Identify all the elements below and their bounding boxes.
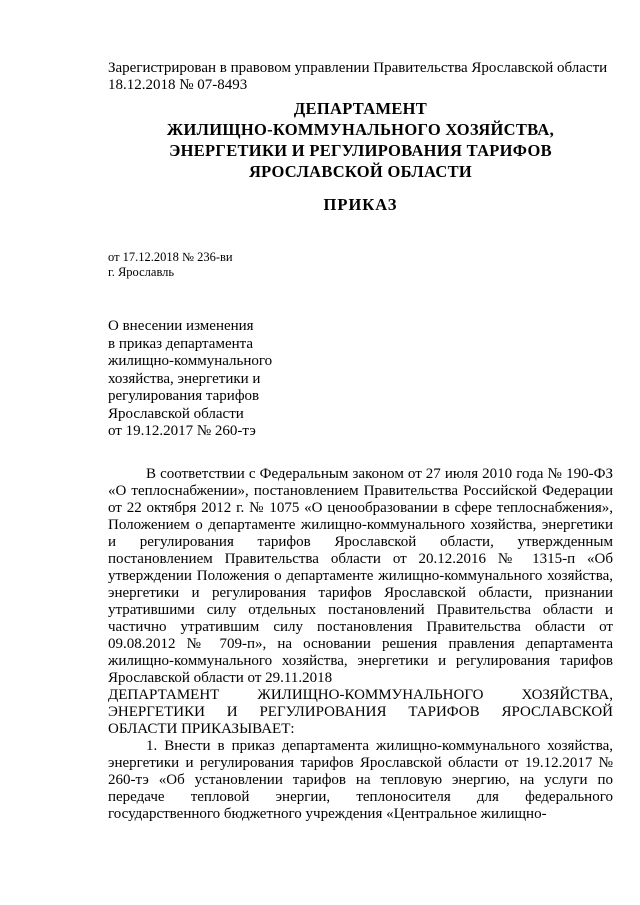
subject-line: от 19.12.2017 № 260-тэ xyxy=(108,423,256,439)
order-city: г. Ярославль xyxy=(108,265,175,279)
orders-heading-line: ЭНЕРГЕТИКИ И РЕГУЛИРОВАНИЯ ТАРИФОВ ЯРОСЛАВСКОЙ xyxy=(108,704,613,720)
department-title-line: ДЕПАРТАМЕНТ xyxy=(293,99,428,118)
registration-note xyxy=(108,60,613,94)
subject-line: жилищно-коммунального xyxy=(108,353,273,369)
orders-heading-line: ОБЛАСТИ ПРИКАЗЫВАЕТ: xyxy=(108,721,295,737)
order-body xyxy=(108,466,613,823)
subject-line: в приказ департамента xyxy=(108,335,254,352)
subject-line: Ярославской области xyxy=(108,405,244,422)
item-paragraph: 1. Внести в приказ департамента жилищно-коммунального хозяйства, энергетики и регулирования тарифов Ярославской области от 19.12.2017 № 260-тэ «Об установлении тарифов на тепловую энергию, на услуги по передаче тепловой энергии, теплоносителя для федерального государственного бюджетного учреждения «Центральное жилищно- xyxy=(108,738,613,822)
subject-line: хозяйства, энергетики и xyxy=(108,370,261,387)
department-title-line: ЯРОСЛАВСКОЙ ОБЛАСТИ xyxy=(248,162,473,181)
department-title-line: ЭНЕРГЕТИКИ И РЕГУЛИРОВАНИЯ ТАРИФОВ xyxy=(169,141,552,160)
registration-line: Зарегистрирован в правовом управлении Правительства Ярославской области xyxy=(108,60,608,76)
order-subject xyxy=(108,318,308,441)
department-header xyxy=(108,98,613,182)
subject-line: регулирования тарифов xyxy=(108,388,260,404)
order-date-number: от 17.12.2018 № 236-ви xyxy=(108,250,233,264)
order-meta xyxy=(108,250,233,280)
orders-heading-line: ДЕПАРТАМЕНТ ЖИЛИЩНО-КОММУНАЛЬНОГО ХОЗЯЙСТВА, xyxy=(108,687,613,703)
document-type-title: ПРИКАЗ xyxy=(323,195,398,214)
preamble-paragraph: В соответствии с Федеральным законом от 27 июля 2010 года № 190-ФЗ «О теплоснабжении», постановлением Правительства Российской Федерации от 22 октября 2012 г. № 1075 «О ценообразовании в сфере теплоснабжения», Положением о департаменте жилищно-коммунального хозяйства, энергетики и регулирования тарифов Ярославской области, утвержденным постановлением Правительства области от 20.12.2016 № 1315-п «Об утверждении Положения о департаменте жилищно-коммунального хозяйства, энергетики и регулирования тарифов Ярославской области, признании утратившими силу отдельных постановлений Правительства области и частично утратившим силу постановления Правительства области от 09.08.2012 № 709-п», на основании решения правления департамента жилищно-коммунального хозяйства, энергетики и регулирования тарифов Ярославской области от 29.11.2018 xyxy=(108,466,613,686)
registration-number: 18.12.2018 № 07-8493 xyxy=(108,77,248,93)
department-title-line: ЖИЛИЩНО-КОММУНАЛЬНОГО ХОЗЯЙСТВА, xyxy=(166,120,555,139)
subject-line: О внесении изменения xyxy=(108,318,254,334)
